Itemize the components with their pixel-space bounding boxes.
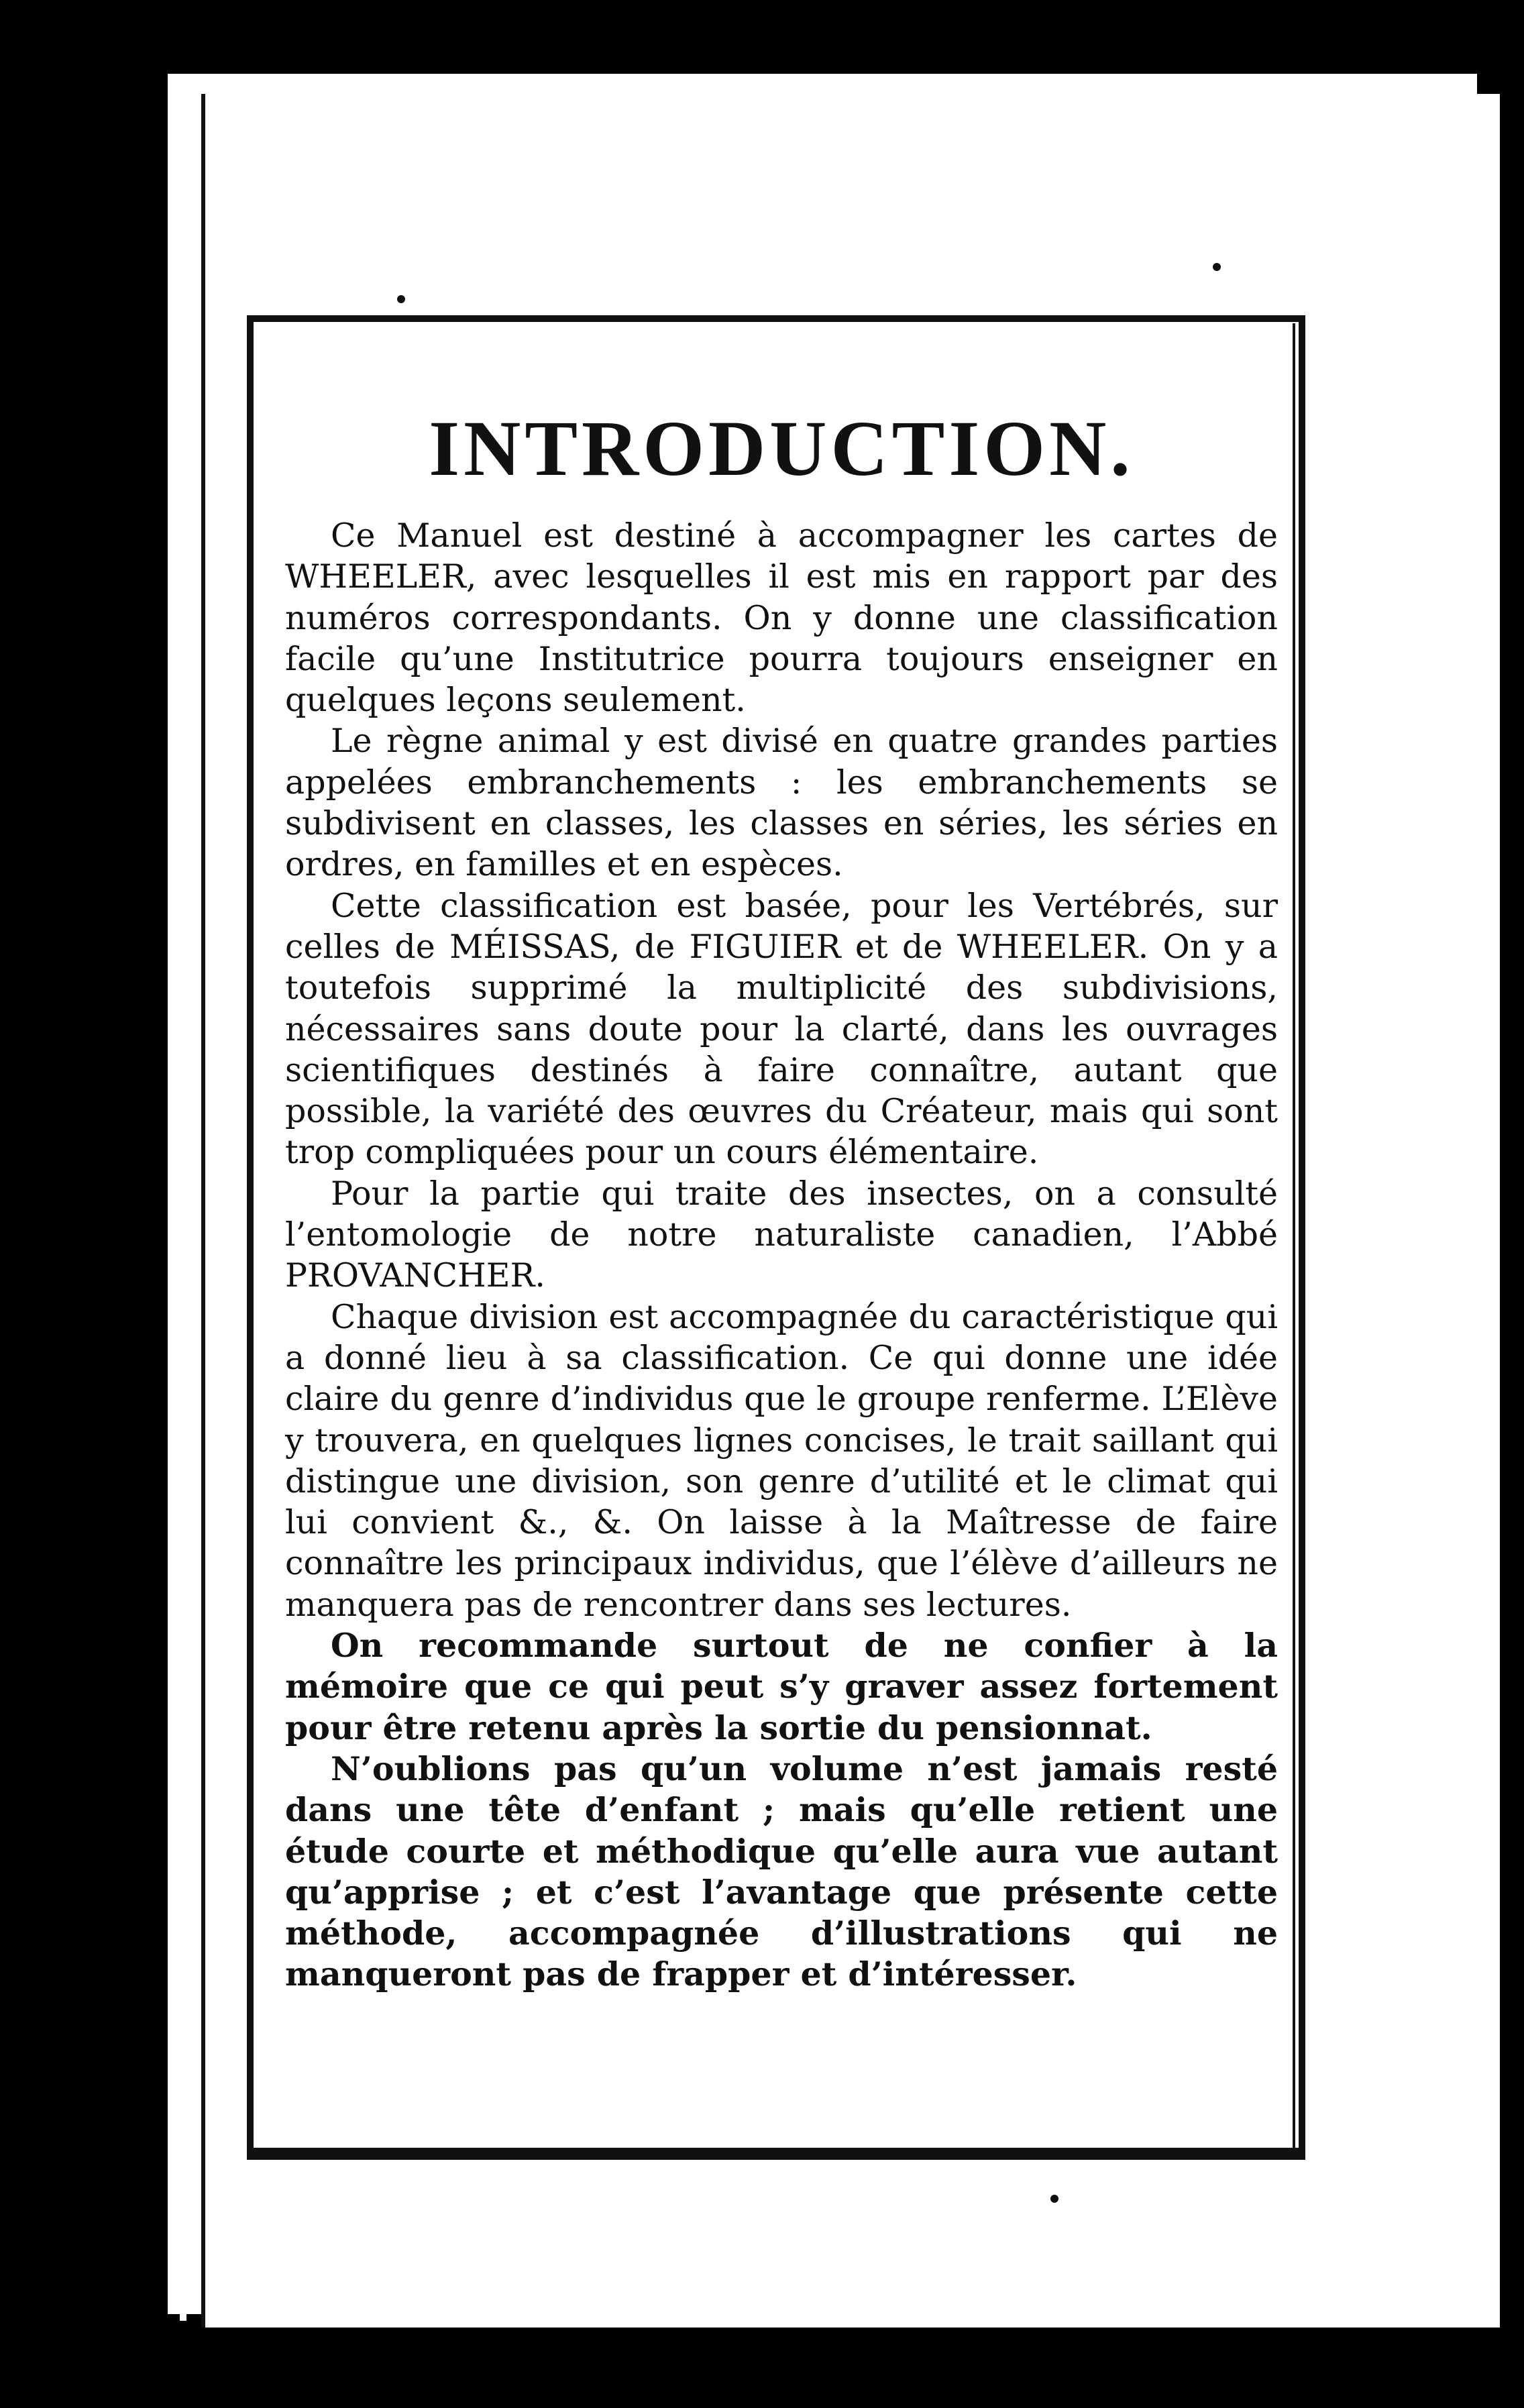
paragraph-divisions: Chaque division est accompagnée du caractéristique qui a donné lieu à sa classification. Ce qui donne une idée claire du genre d’individus que le groupe renferme. L’Elève y trouvera, en quelques lignes concises, le trait saillant qui distingue une division, son genre d’utilité et le climat qui lui convient &., &. On laisse à la Maîtresse de faire connaître les principaux individus, que l’élève d’ailleurs ne manquera pas de rencontrer dans ses lectures. <box>285 1297 1278 1624</box>
print-speck <box>1213 263 1221 271</box>
scan-border-top <box>0 0 1524 74</box>
scan-border-left <box>0 0 168 2408</box>
page-edge <box>180 74 186 2321</box>
paragraph-insects: Pour la partie qui traite des insectes, on a consulté l’entomologie de notre naturaliste canadien, l’Abbé PROVANCHER. <box>285 1174 1278 1295</box>
page-title: INTRODUCTION. <box>429 404 1134 492</box>
paragraph-memory: On recommande surtout de ne confier à la mémoire que ce qui peut s’y graver assez fortement pour être retenu après la sortie du pensionnat. <box>285 1626 1278 1747</box>
paragraph-classification-basis: Cette classification est basée, pour les Vertébrés, sur celles de MÉISSAS, de FIGUIER et de WHEELER. On y a toutefois supprimé la multiplicité des subdivisions, nécessaires sans doute pour la clarté, dans les ouvrages scientifiques destinés à faire connaître, autant que possible, la variété des œuvres du Créateur, mais qui sont trop compliquées pour un cours élémentaire. <box>285 886 1278 1172</box>
scan-border-bottom <box>0 2314 1524 2408</box>
paragraph-animal-kingdom: Le règne animal y est divisé en quatre grandes parties appelées embranchements : les embranchements se subdivisent en classes, les classes en séries, les séries en ordres, en familles et en espèces. <box>285 722 1278 884</box>
print-speck <box>397 295 405 303</box>
paragraph-manual-purpose: Ce Manuel est destiné à accompagner les cartes de WHEELER, avec lesquelles il est mis en rapport par des numéros correspondants. On y donne une classification facile qu’une Institutrice pourra toujours enseigner en quelques leçons seulement. <box>285 516 1278 720</box>
introduction-body <box>285 404 1278 1995</box>
print-speck <box>1050 2195 1058 2203</box>
paragraph-conclusion: N’oublions pas qu’un volume n’est jamais resté dans une tête d’enfant ; mais qu’elle retient une étude courte et méthodique qu’elle aura vue autant qu’apprise ; et c’est l’avantage que présente cette méthode, accompagnée d’illustrations qui ne manqueront pas de frapper et d’intéresser. <box>285 1749 1278 1994</box>
